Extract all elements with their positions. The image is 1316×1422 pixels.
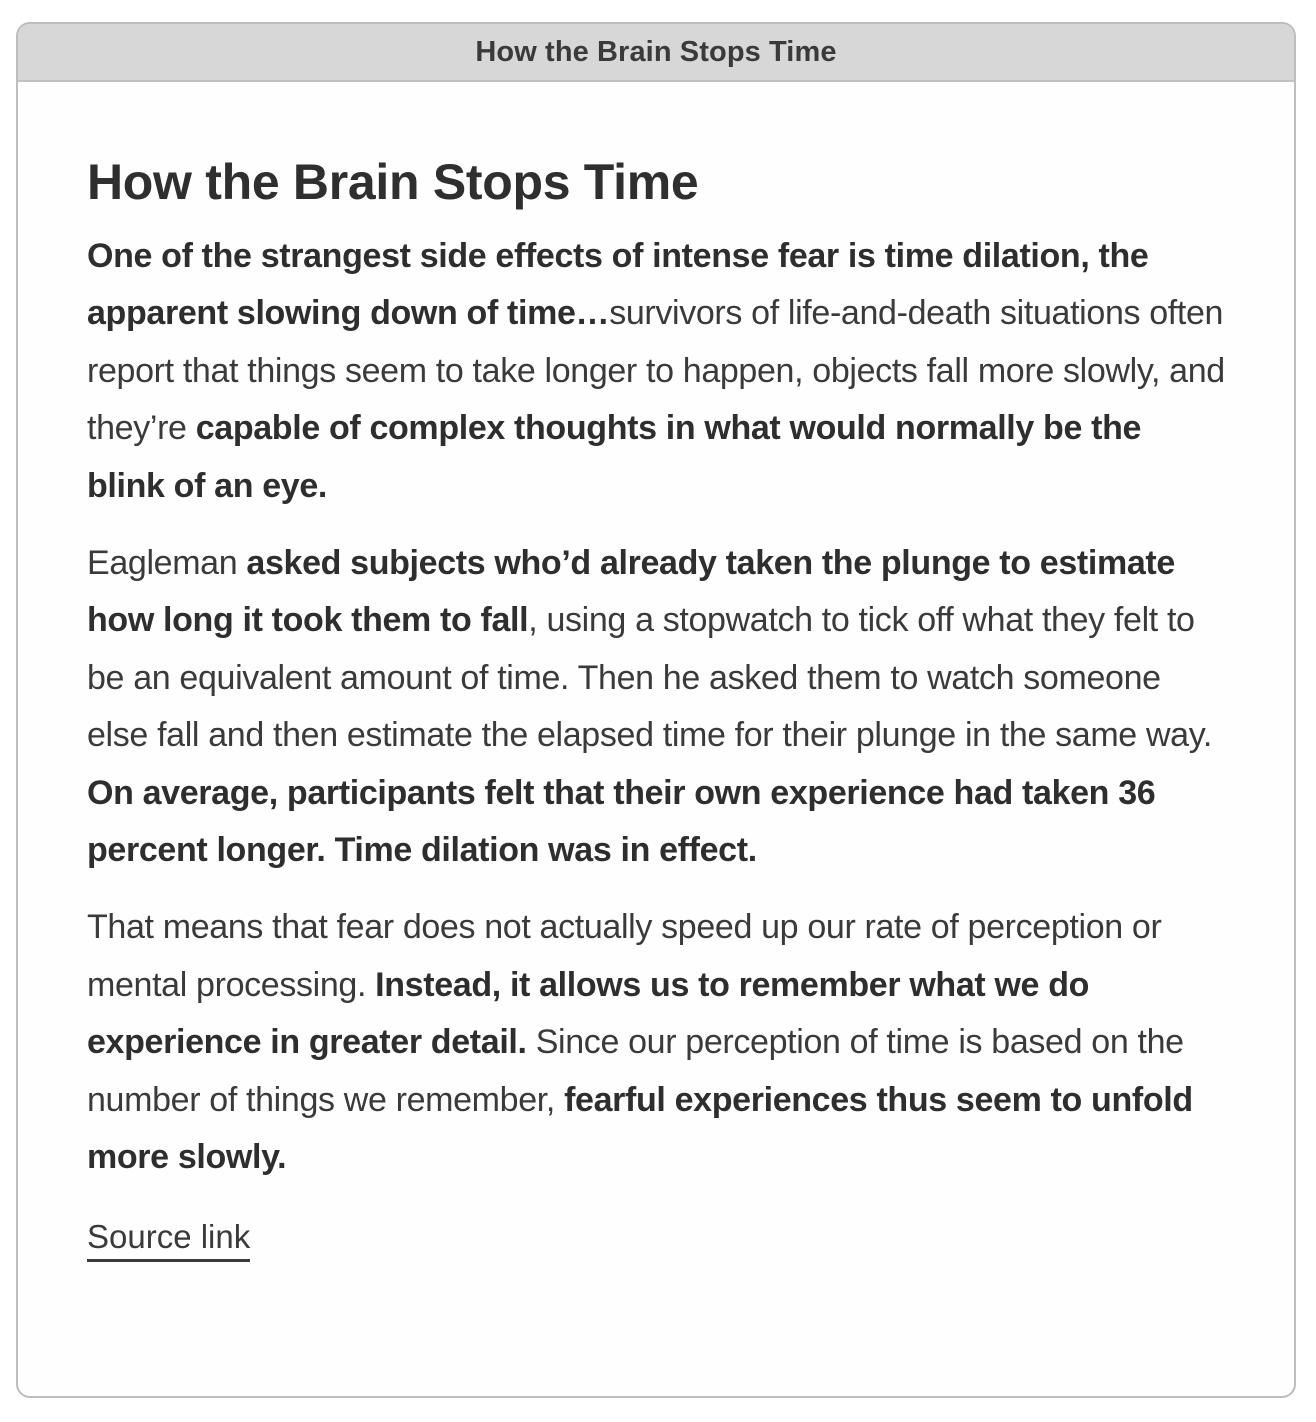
paragraph-3-segment-3: Since our perception of time is based on the number of things we remember, [87,1023,1184,1119]
article-content [18,152,1294,1262]
article-paragraph-2 [87,535,1226,879]
article-paragraph-3 [87,899,1226,1186]
paragraph-2-segment-3: , using a stopwatch to tick off what they felt to be an equivalent amount of time. Then he asked them to watch someone else fall and then estimate the elapsed time for their plunge in the same way. [87,601,1212,755]
paragraph-2-segment-1: Eagleman [87,544,247,583]
paragraph-1-segment-3: capable of complex thoughts in what would normally be the blink of an eye. [87,409,1142,505]
source-link[interactable]: Source link [87,1217,250,1262]
window-title: How the Brain Stops Time [475,35,837,68]
paragraph-3-segment-4: fearful experiences thus seem to unfold more slowly. [87,1080,1193,1177]
window-titlebar [18,24,1294,82]
paragraph-3-segment-1: That means that fear does not actually speed up our rate of perception or mental processing. [87,908,1162,1004]
paragraph-1-segment-1: One of the strangest side effects of intense fear is time dilation, the apparent slowing down of time… [87,237,1149,333]
article-window [16,22,1296,1398]
paragraph-2-segment-4: On average, participants felt that their own experience had taken 36 percent longer. Time dilation was in effect. [87,773,1156,870]
paragraph-2-segment-2: asked subjects who’d already taken the plunge to estimate how long it took them to fall [87,544,1175,640]
paragraph-1-segment-2: survivors of life-and-death situations often report that things seem to take longer to happen, objects fall more slowly, and they’re [87,294,1225,448]
article-paragraph-1 [87,228,1226,515]
article-heading: How the Brain Stops Time [87,154,699,210]
paragraph-3-segment-2: Instead, it allows us to remember what we do experience in greater detail. [87,965,1090,1062]
